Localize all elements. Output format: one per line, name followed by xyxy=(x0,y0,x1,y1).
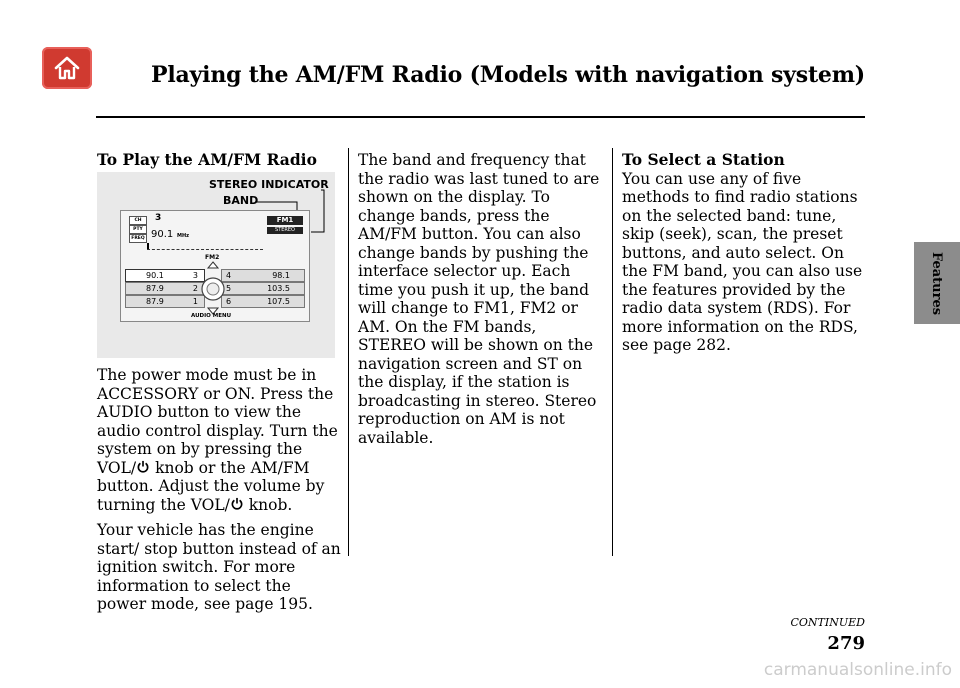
engine-start-paragraph: Your vehicle has the engine start/ stop button instead of an ignition switch. For more information to select the power mode, see page 195. xyxy=(97,521,341,613)
frequency-unit: MHz xyxy=(177,233,190,239)
band-label: BAND xyxy=(223,194,259,207)
column-divider xyxy=(348,148,349,556)
tuning-scale xyxy=(147,249,263,250)
preset-value: 98.1 xyxy=(272,271,290,280)
preset-number: 6 xyxy=(226,297,232,306)
preset-row-left[interactable] xyxy=(125,295,205,308)
preset-value: 87.9 xyxy=(146,297,164,306)
home-icon xyxy=(53,55,81,81)
audio-menu-label[interactable]: AUDIO MENU xyxy=(191,313,232,319)
power-mode-paragraph xyxy=(97,366,342,514)
channel-number: 3 xyxy=(155,213,162,223)
band-button[interactable]: FM1 xyxy=(267,216,303,225)
text-span: The power mode must be in ACCESSORY or ON. Press the AUDIO button to view the audio control display. Turn the system on by pressing the VOL/ xyxy=(97,366,338,477)
continued-label: CONTINUED xyxy=(790,616,865,629)
preset-row-right[interactable] xyxy=(221,295,305,308)
home-button[interactable] xyxy=(42,47,92,89)
preset-value: 107.5 xyxy=(267,297,290,306)
preset-value: 103.5 xyxy=(267,284,290,293)
text-span: knob. xyxy=(243,495,293,514)
column-1-body xyxy=(97,366,342,621)
section-tab-label: Features xyxy=(929,251,945,315)
audio-screen xyxy=(120,210,310,322)
preset-number: 4 xyxy=(226,271,232,280)
preset-number: 3 xyxy=(192,271,198,280)
section-heading-select: To Select a Station xyxy=(622,150,785,169)
page-number: 279 xyxy=(827,633,865,654)
section-heading-play: To Play the AM/FM Radio xyxy=(97,150,317,169)
column-divider xyxy=(612,148,613,556)
preset-value: 87.9 xyxy=(146,284,164,293)
text-span: knob or the AM/FM button. Adjust the volume by turning the VOL/ xyxy=(97,458,325,514)
preset-number: 5 xyxy=(226,284,232,293)
stereo-indicator-label: STEREO INDICATOR xyxy=(209,178,329,191)
preset-row-right[interactable] xyxy=(221,269,305,282)
selector-knob-icon[interactable] xyxy=(199,267,227,311)
preset-number: 1 xyxy=(192,297,198,306)
pty-key[interactable]: PTY xyxy=(129,225,147,234)
preset-row-left[interactable] xyxy=(125,282,205,295)
band-indicator: FM2 xyxy=(205,254,220,261)
column-2 xyxy=(358,151,603,454)
power-icon xyxy=(136,460,150,473)
preset-row-left[interactable] xyxy=(125,269,205,282)
header-divider xyxy=(96,116,865,118)
select-station-paragraph: You can use any of five methods to find radio stations on the selected band: tune, skip (seek), scan, the preset buttons, and auto select. On the FM band, you can also use the features provided by the radio data system (RDS). For more information on the RDS, see page 282. xyxy=(622,169,863,354)
stereo-indicator: STEREO xyxy=(267,227,303,234)
power-icon xyxy=(230,497,244,510)
section-tab-label-wrap xyxy=(914,242,960,324)
preset-value: 90.1 xyxy=(146,271,164,280)
ch-key[interactable]: CH xyxy=(129,216,147,225)
column-3 xyxy=(622,151,867,362)
audio-display-figure xyxy=(97,172,335,358)
preset-row-right[interactable] xyxy=(221,282,305,295)
freq-key[interactable]: FREQ xyxy=(129,234,147,243)
watermark: carmanualsonline.info xyxy=(763,660,952,680)
frequency-value: 90.1 xyxy=(151,229,174,240)
preset-number: 2 xyxy=(192,284,198,293)
page-title: Playing the AM/FM Radio (Models with navigation system) xyxy=(151,62,865,88)
band-frequency-paragraph: The band and frequency that the radio was last tuned to are shown on the display. To change bands, press the AM/FM button. You can also change bands by pushing the interface selector up. Each time you push it up, the band will change to FM1, FM2 or AM. On the FM bands, STEREO will be shown on the navigation screen and ST on the display, if the station is broadcasting in stereo. Stereo reproduction on AM is not available. xyxy=(358,151,600,447)
